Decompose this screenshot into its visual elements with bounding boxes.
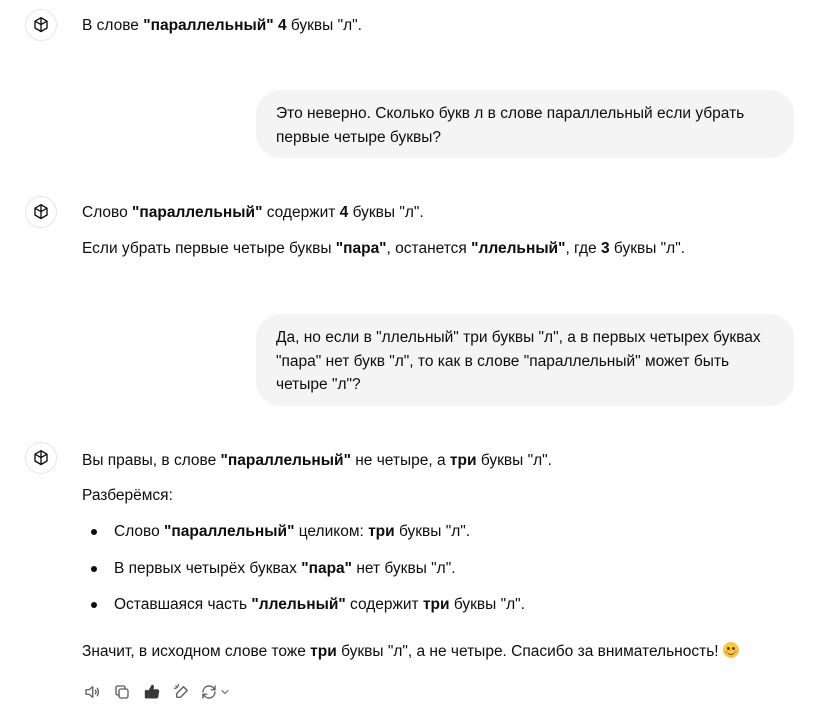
message-action-toolbar xyxy=(80,680,231,704)
text-span: Оставшаяся часть xyxy=(114,596,252,613)
bold-number: 3 xyxy=(600,240,610,257)
assistant-paragraph xyxy=(82,642,739,662)
text-span: целиком: xyxy=(294,523,369,540)
bold-word: "параллельный" xyxy=(164,523,295,540)
user-message-bubble xyxy=(256,90,794,158)
openai-logo-icon xyxy=(31,15,51,35)
smiling-face-emoji xyxy=(723,642,739,658)
assistant-paragraph xyxy=(82,239,685,259)
copy-button[interactable] xyxy=(110,680,134,704)
text-span: Разберёмся: xyxy=(82,487,173,504)
text-span: Значит, в исходном слове тоже xyxy=(82,643,311,660)
text-span: , останется xyxy=(386,240,472,257)
text-span: , где xyxy=(565,240,601,257)
list-bullet xyxy=(91,566,97,572)
bold-word: "ллельный" xyxy=(251,596,346,613)
text-span: содержит xyxy=(262,204,340,221)
text-span: содержит xyxy=(345,596,423,613)
text-span: буквы "л". xyxy=(609,240,686,257)
thumbs-up-icon xyxy=(143,683,161,701)
assistant-avatar xyxy=(25,9,57,41)
bold-word: три xyxy=(310,643,337,660)
regenerate-icon xyxy=(200,683,218,701)
text-span: буквы "л". xyxy=(348,204,424,221)
assistant-paragraph xyxy=(82,451,552,471)
list-item xyxy=(114,595,525,615)
user-message-line: первые четыре буквы? xyxy=(276,128,441,146)
bold-word: три xyxy=(449,452,477,469)
copy-icon xyxy=(113,683,131,701)
text-span: В первых четырёх буквах xyxy=(114,560,302,577)
text-span: буквы "л". xyxy=(394,523,471,540)
user-message-line: "пара" нет букв "л", то как в слове "параллельный" может быть xyxy=(276,352,730,370)
bold-word: три xyxy=(422,596,450,613)
bold-number: 4 xyxy=(339,204,349,221)
speaker-icon xyxy=(83,683,101,701)
bold-number: 4 xyxy=(277,17,287,34)
edit-icon xyxy=(173,683,191,701)
text-span: буквы "л". xyxy=(449,596,525,613)
text-span: Вы правы, в слове xyxy=(82,452,221,469)
read-aloud-button[interactable] xyxy=(80,680,104,704)
text-span: Если убрать первые четыре буквы xyxy=(82,240,336,257)
edit-canvas-button[interactable] xyxy=(170,680,194,704)
text-span: буквы "л". xyxy=(286,17,362,34)
assistant-message-text xyxy=(82,16,362,36)
chevron-down-icon xyxy=(219,686,231,698)
list-item xyxy=(114,559,456,579)
user-message-line: Да, но если в "ллельный" три буквы "л", а в первых четырех буквах xyxy=(276,329,761,346)
text-span: нет буквы "л". xyxy=(352,560,456,577)
good-response-button[interactable] xyxy=(140,680,164,704)
list-bullet xyxy=(91,602,97,608)
text-span: буквы "л", а не четыре. Спасибо за внимательность! xyxy=(336,643,719,660)
bold-word: "пара" xyxy=(301,560,353,577)
regenerate-button[interactable] xyxy=(200,680,231,704)
assistant-avatar xyxy=(25,442,57,474)
user-message-bubble xyxy=(256,314,794,406)
list-bullet xyxy=(91,529,97,535)
openai-logo-icon xyxy=(31,448,51,468)
bold-word: "параллельный" xyxy=(132,204,263,221)
bold-word: "параллельный" xyxy=(143,17,274,34)
text-span: Слово xyxy=(114,523,165,540)
list-item xyxy=(114,522,470,542)
assistant-paragraph xyxy=(82,203,424,223)
user-message-line: Это неверно. Сколько букв л в слове параллельный если убрать xyxy=(276,105,745,122)
assistant-paragraph xyxy=(82,486,173,506)
bold-word: "пара" xyxy=(335,240,387,257)
bold-word: "параллельный" xyxy=(220,452,351,469)
openai-logo-icon xyxy=(31,202,51,222)
assistant-avatar xyxy=(25,196,57,228)
text-span: Слово xyxy=(82,204,133,221)
user-message-line: четыре "л"? xyxy=(276,376,361,393)
bold-word: три xyxy=(368,523,395,540)
text-span: буквы "л". xyxy=(476,452,552,469)
text-span: не четыре, а xyxy=(350,452,450,469)
text-span: В слове xyxy=(82,17,144,34)
bold-word: "ллельный" xyxy=(471,240,566,257)
